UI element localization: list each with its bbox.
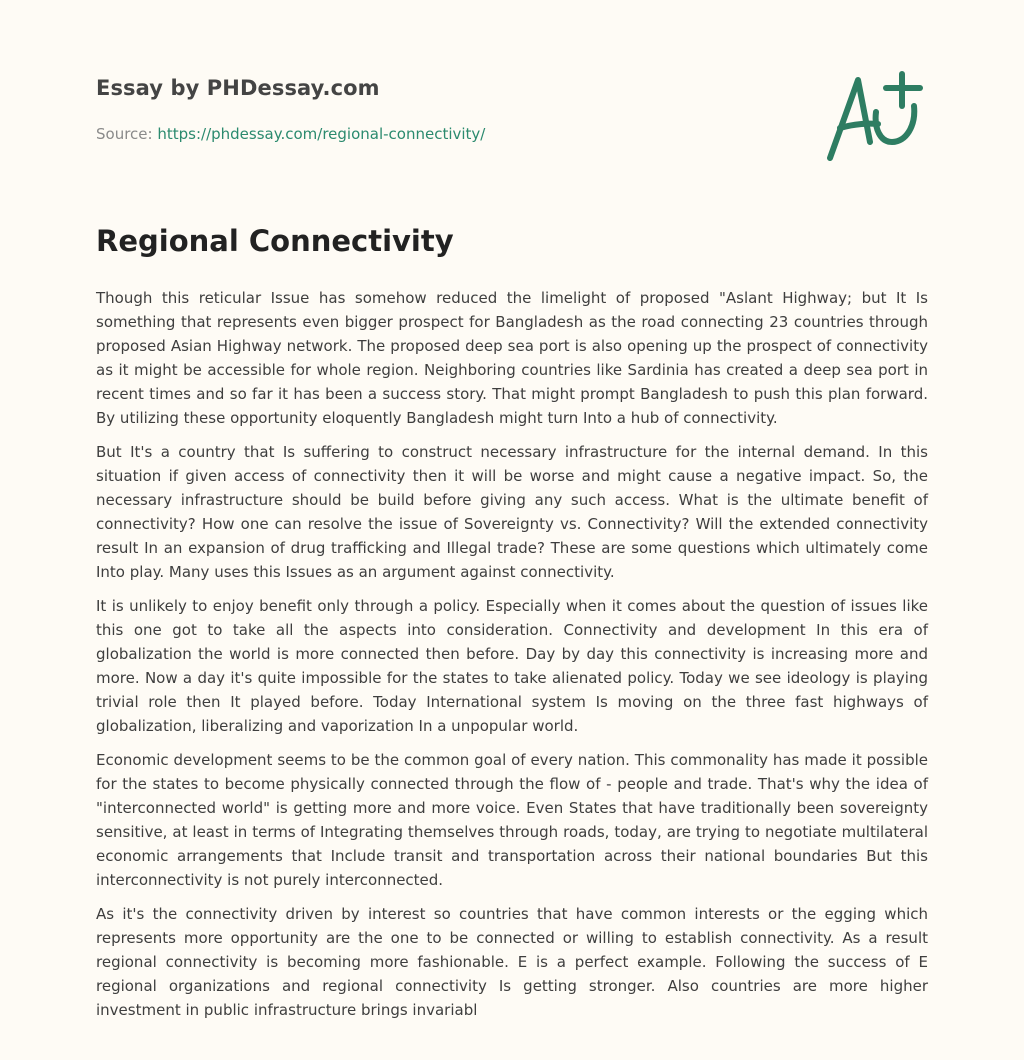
source-link[interactable]: https://phdessay.com/regional-connectivity/ xyxy=(157,125,486,143)
essay-paragraph: Though this reticular Issue has somehow reduced the limelight of proposed "Aslant Highway; but It Is something that represents even bigger prospect for Bangladesh as the road connecting 23 countries through proposed Asian Highway network. The proposed deep sea port is also opening up the prospect of connectivity as it might be accessible for whole region. Neighboring countries like Sardinia has created a deep sea port in recent times and so far it has been a success story. That might prompt Bangladesh to push this plan forward. By utilizing these opportunity eloquently Bangladesh might turn Into a hub of connectivity. xyxy=(96,289,928,427)
essay-body xyxy=(96,286,928,1032)
essay-paragraph: Economic development seems to be the common goal of every nation. This commonality has made it possible for the states to become physically connected through the flow of - people and trade. That's why the idea of "interconnected world" is getting more and more voice. Even States that have traditionally been sovereignty sensitive, at least in terms of Integrating themselves through roads, today, are trying to negotiate multilateral economic arrangements that Include transit and transportation across their national boundaries But this interconnectivity is not purely interconnected. xyxy=(96,751,928,889)
site-brand: Essay by PHDessay.com xyxy=(96,76,380,100)
essay-title: Regional Connectivity xyxy=(96,224,454,258)
essay-paragraph: As it's the connectivity driven by interest so countries that have common interests or the egging which represents more opportunity are the one to be connected or willing to establish connectivity. As a result regional connectivity is becoming more fashionable. E is a perfect example. Following the success of E regional organizations and regional connectivity Is getting stronger. Also countries are more higher investment in public infrastructure brings invariabl xyxy=(96,905,928,1019)
source-line xyxy=(96,125,485,143)
essay-paragraph: But It's a country that Is suffering to construct necessary infrastructure for the internal demand. In this situation if given access of connectivity then it will be worse and might cause a negative impact. So, the necessary infrastructure should be build before giving any such access. What is the ultimate benefit of connectivity? How one can resolve the issue of Sovereignty vs. Connectivity? Will the extended connectivity result In an expansion of drug trafficking and Illegal trade? These are some questions which ultimately come Into play. Many uses this Issues as an argument against connectivity. xyxy=(96,443,928,581)
a-plus-grade-icon xyxy=(820,66,932,166)
essay-paragraph: It is unlikely to enjoy benefit only through a policy. Especially when it comes about the question of issues like this one got to take all the aspects into consideration. Connectivity and development In this era of globalization the world is more connected then before. Day by day this connectivity is increasing more and more. Now a day it's quite impossible for the states to take alienated policy. Today we see ideology is playing trivial role then It played before. Today International system Is moving on the three fast highways of globalization, liberalizing and vaporization In a unpopular world. xyxy=(96,597,928,735)
source-label: Source: xyxy=(96,125,153,143)
